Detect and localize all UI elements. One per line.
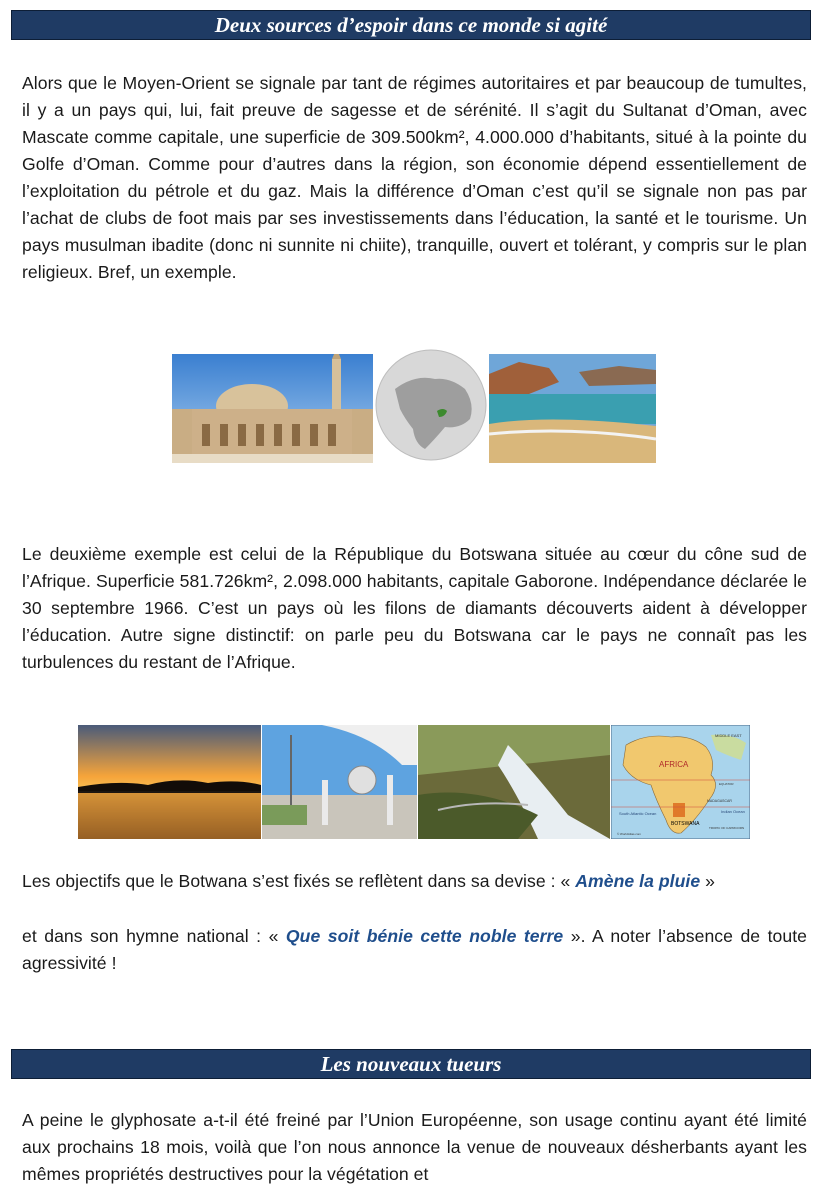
section-title-2: Les nouveaux tueurs bbox=[320, 1052, 502, 1076]
monument-photo bbox=[262, 725, 417, 839]
map-label-atlantic: South Atlantic Ocean bbox=[619, 811, 657, 816]
paragraph-oman: Alors que le Moyen-Orient se signale par tant de régimes autoritaires et par beaucoup de tumultes, il y a un pays qui, lui, fait preuve de sagesse et de sérénité. Il s’agit du Sultanat d’Oman, avec Mascate comme capitale, une superficie de 309.500km², 4.000.000 d’habitants, situé à la pointe du Golfe d’Oman. Comme pour d’autres dans la région, son économie dépend essentiellement de l’exploitation du pétrole et du gaz. Mais la différence d’Oman c’est qu’il se signale non pas par l’achat de clubs de foot mais par ses investissements dans l’éducation, la santé et le tourisme. Un pays musulman ibadite (donc ni sunnite ni chiite), tranquille, ouvert et tolérant, y compris sur le plan religieux. Bref, un exemple. bbox=[22, 73, 807, 282]
mosque-photo bbox=[172, 354, 373, 463]
globe-oman-map bbox=[375, 349, 487, 461]
map-label-equator: EQUATOR bbox=[719, 782, 734, 786]
section-title-banner-2 bbox=[11, 1049, 811, 1079]
map-label-madagascar: MADAGASCAR bbox=[707, 799, 732, 803]
motto-text: Amène la pluie bbox=[575, 871, 701, 891]
map-label-middle-east: MIDDLE EAST bbox=[715, 733, 742, 738]
anthem-text: Que soit bénie cette noble terre bbox=[285, 926, 564, 946]
sunset-river-photo bbox=[78, 725, 261, 839]
anthem-close: ». A noter l’absence de toute agressivité ! bbox=[22, 926, 807, 973]
waterfall-photo bbox=[418, 725, 610, 839]
section-title: Deux sources d’espoir dans ce monde si agité bbox=[214, 13, 608, 37]
paragraph-botswana: Le deuxième exemple est celui de la République du Botswana située au cœur du cône sud de l’Afrique. Superficie 581.726km², 2.098.000 habitants, capitale Gaborone. Indépendance déclarée le 30 septembre 1966. C’est un pays où les filons de diamants découverts aident à développer l’éducation. Autre signe distinctif: on parle peu du Botswana car le pays ne connaît pas les turbulences du restant de l’Afrique. bbox=[22, 544, 807, 672]
africa-map bbox=[611, 725, 750, 839]
paragraph-glyphosate: A peine le glyphosate a-t-il été freiné par l’Union Européenne, son usage continu ayant été limité aux prochains 18 mois, voilà que l’on nous annonce la venue de nouveaux désherbants ayant les mêmes propriétés destructives pour la végétation et bbox=[22, 1110, 807, 1184]
motto-close: » bbox=[700, 871, 715, 891]
map-label-copyright: © WorldAtlas.com bbox=[617, 832, 641, 836]
map-label-indian: Indian Ocean bbox=[721, 809, 745, 814]
paragraph-motto bbox=[22, 868, 807, 895]
map-label-botswana: BOTSWANA bbox=[671, 821, 700, 827]
motto-intro: Les objectifs que le Botwana s’est fixés se reflètent dans sa devise : « bbox=[22, 871, 576, 891]
section-title-banner bbox=[11, 10, 811, 40]
oman-coast-photo bbox=[489, 354, 656, 463]
paragraph-anthem bbox=[22, 923, 807, 977]
map-label-capricorn: TROPIC OF CAPRICORN bbox=[709, 826, 745, 830]
anthem-intro: et dans son hymne national : « bbox=[22, 926, 286, 946]
map-label-africa: AFRICA bbox=[659, 760, 689, 769]
